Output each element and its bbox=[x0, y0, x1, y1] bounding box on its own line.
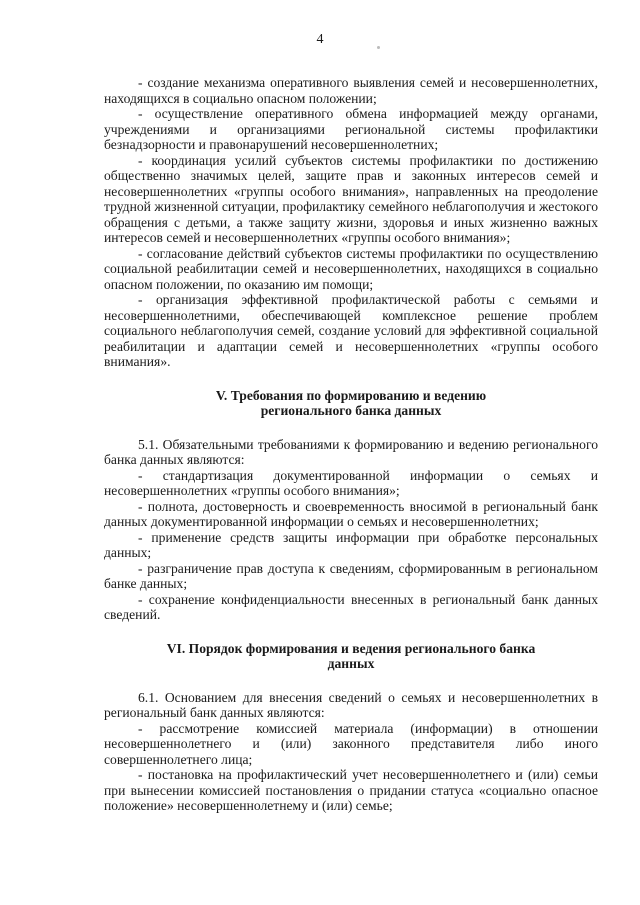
list-item: - стандартизация документированной информации о семьях и несовершеннолетних «группы особого внимания»; bbox=[104, 467, 598, 498]
section-vi-body bbox=[104, 690, 598, 814]
list-item: - сохранение конфиденциальности внесенных в региональный банк данных сведений. bbox=[104, 591, 598, 622]
list-item: - полнота, достоверность и своевременность вносимой в региональный банк данных документированной информации о семьях и несовершеннолетних; bbox=[104, 498, 598, 529]
section-vi-heading-line1: VI. Порядок формирования и ведения регионального банка bbox=[166, 640, 536, 656]
list-item: - постановка на профилактический учет несовершеннолетнего и (или) семьи при вынесении комиссией постановления о придании статуса «социально опасное положение» несовершеннолетнему и (или) семье; bbox=[104, 767, 598, 813]
list-item: - осуществление оперативного обмена информацией между органами, учреждениями и организациями региональной системы профилактики безнадзорности и правонарушений несовершеннолетних; bbox=[104, 106, 598, 152]
section-v-heading-line2: регионального банка данных bbox=[260, 403, 442, 418]
list-item: - применение средств защиты информации при обработке персональных данных; bbox=[104, 529, 598, 560]
section-vi-lead: 6.1. Основанием для внесения сведений о семьях и несовершеннолетних в региональный банк данных являются: bbox=[104, 689, 598, 720]
section-v-heading-line1: V. Требования по формированию и ведению bbox=[215, 387, 487, 403]
list-item: - рассмотрение комиссией материала (информации) в отношении несовершеннолетнего и (или) законного представителя либо иного совершеннолетнего лица; bbox=[104, 720, 598, 767]
intro-list bbox=[104, 75, 598, 370]
list-item: - разграничение прав доступа к сведениям, сформированным в региональном банке данных; bbox=[104, 560, 598, 591]
list-item: - координация усилий субъектов системы профилактики по достижению общественно значимых целей, защите прав и законных интересов семей и несовершеннолетних «группы особого внимания», направленных на преодоление трудной жизненной ситуации, профилактику семейного неблагополучия и жестокого обращения с детьми, а также защиту жизни, здоровья и иных жизненно важных интересов семей и несовершеннолетних «группы особого внимания»; bbox=[104, 152, 598, 245]
section-vi-heading bbox=[104, 641, 598, 672]
section-v-lead: 5.1. Обязательными требованиями к формированию и ведению регионального банка данных являются: bbox=[104, 436, 598, 467]
section-v-heading bbox=[104, 388, 598, 419]
section-vi-heading-line2: данных bbox=[327, 656, 375, 671]
section-v-body bbox=[104, 437, 598, 623]
scan-dot bbox=[377, 46, 380, 49]
document-body bbox=[104, 75, 598, 814]
page-number: 4 bbox=[316, 32, 324, 47]
list-item: - организация эффективной профилактической работы с семьями и несовершеннолетними, обеспечивающей комплексное решение проблем социального неблагополучия семей, создание условий для эффективной социальной реабилитации и адаптации семей и несовершеннолетних «группы особого внимания». bbox=[104, 292, 598, 369]
list-item: - согласование действий субъектов системы профилактики по осуществлению социальной реабилитации семей и несовершеннолетних, находящихся в социально опасном положении, по оказанию им помощи; bbox=[104, 245, 598, 292]
list-item: - создание механизма оперативного выявления семей и несовершеннолетних, находящихся в социально опасном положении; bbox=[104, 75, 598, 106]
